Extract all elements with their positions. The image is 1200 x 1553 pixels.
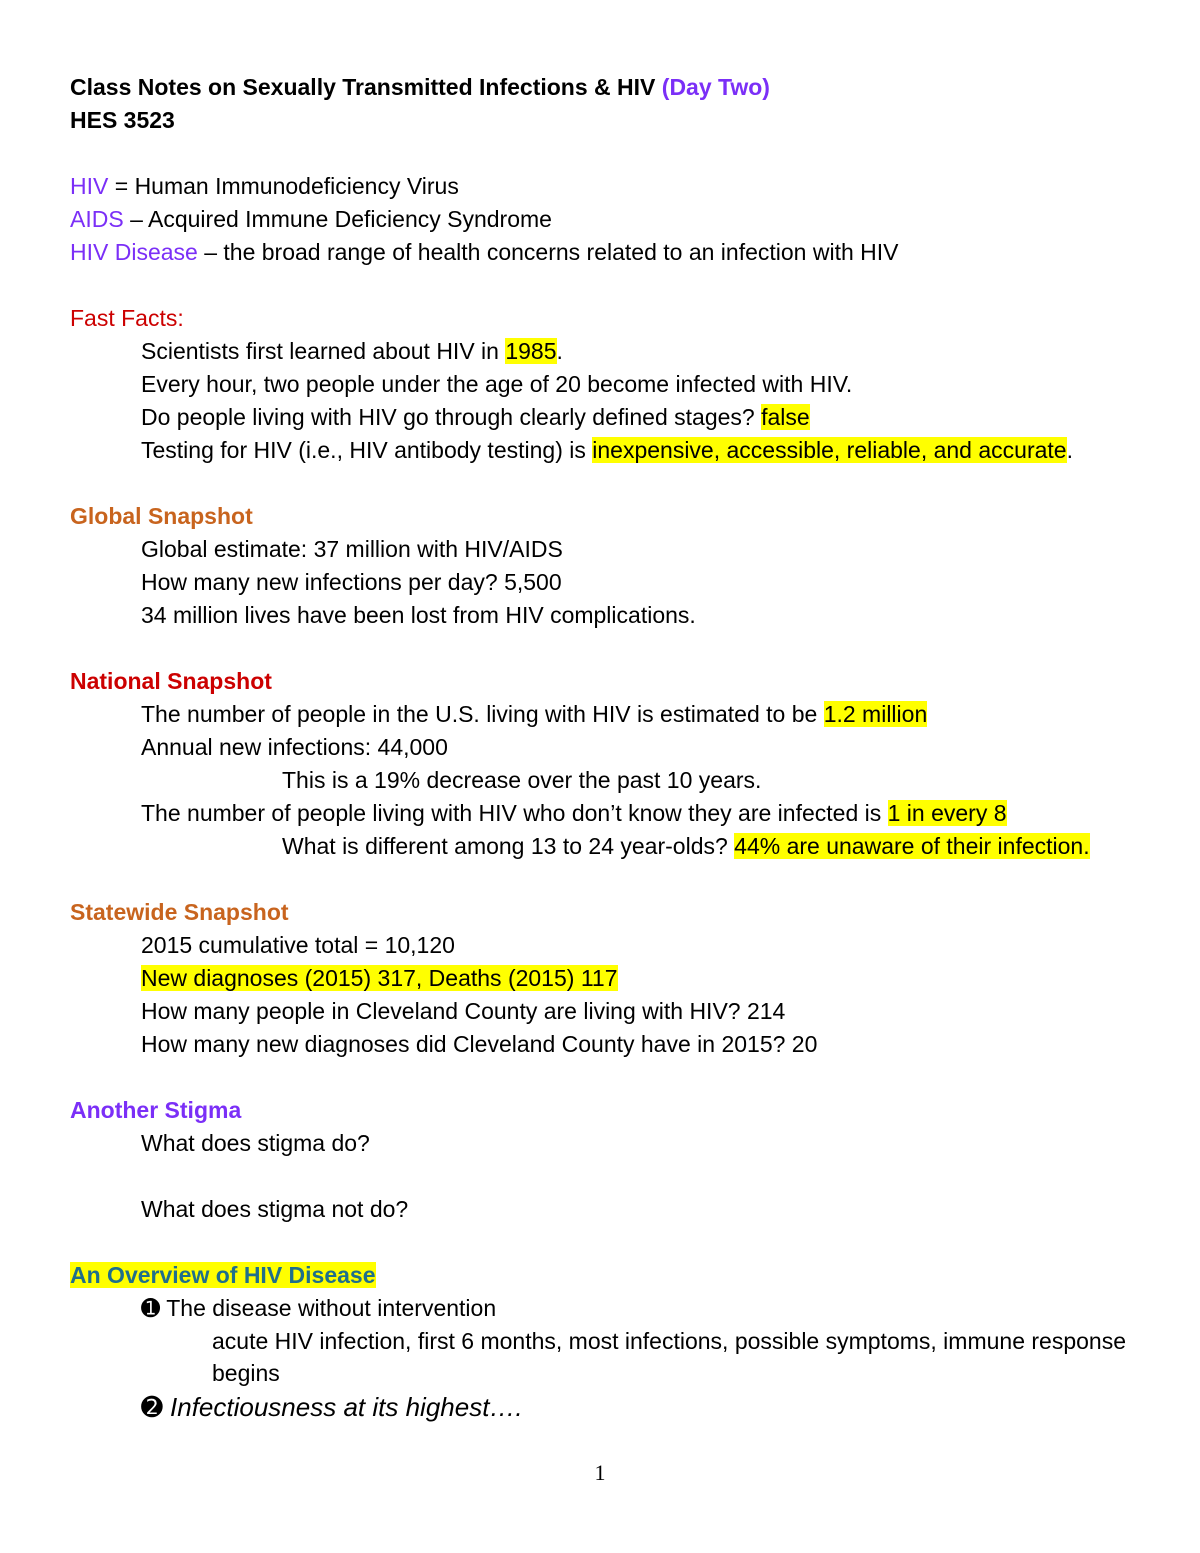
national-line-5: What is different among 13 to 24 year-olds? 44% are unaware of their infection.: [282, 833, 1090, 859]
another-stigma-heading: Another Stigma: [70, 1097, 242, 1123]
statewide-line-2: [141, 963, 618, 993]
term: HIV: [70, 173, 109, 199]
overview-bullet-1: ➊ The disease without intervention: [141, 1295, 497, 1322]
overview-heading: [70, 1260, 376, 1290]
course-code: HES 3523: [70, 107, 175, 133]
global-snapshot-heading: Global Snapshot: [70, 503, 253, 529]
fact-line-2: Every hour, two people under the age of 20 become infected with HIV.: [141, 371, 853, 397]
global-line-2: How many new infections per day? 5,500: [141, 569, 562, 595]
fact-line-1: Scientists first learned about HIV in 1985.: [141, 338, 563, 364]
statewide-line-3: How many people in Cleveland County are living with HIV? 214: [141, 998, 786, 1024]
highlight: 1 in every 8: [887, 800, 1007, 826]
global-line-3: 34 million lives have been lost from HIV complications.: [141, 602, 696, 628]
statewide-snapshot-heading: Statewide Snapshot: [70, 899, 289, 925]
term: HIV Disease: [70, 239, 198, 265]
definition-hiv: HIV = Human Immunodeficiency Virus: [70, 173, 459, 199]
overview-sub-line-2: begins: [212, 1360, 280, 1386]
national-line-3: This is a 19% decrease over the past 10 years.: [282, 767, 762, 793]
national-line-4: The number of people living with HIV who don’t know they are infected is 1 in every 8: [141, 800, 1007, 826]
highlight: inexpensive, accessible, reliable, and accurate: [592, 437, 1067, 463]
highlight: false: [761, 404, 810, 430]
page-number: 1: [594, 1460, 606, 1485]
definition-hiv-disease: HIV Disease – the broad range of health concerns related to an infection with HIV: [70, 239, 899, 265]
number-one-icon: ➊: [141, 1296, 161, 1322]
fact-line-3: Do people living with HIV go through clearly defined stages? false: [141, 404, 810, 430]
highlight: 1.2 million: [823, 701, 928, 727]
national-line-1: The number of people in the U.S. living with HIV is estimated to be 1.2 million: [141, 701, 928, 727]
overview-sub-line-1: acute HIV infection, first 6 months, most infections, possible symptoms, immune response: [212, 1328, 1126, 1354]
day-label: (Day Two): [661, 74, 770, 100]
term: AIDS: [70, 206, 124, 232]
stigma-question-2: What does stigma not do?: [141, 1196, 409, 1222]
statewide-line-4: How many new diagnoses did Cleveland County have in 2015? 20: [141, 1031, 818, 1057]
stigma-question-1: What does stigma do?: [141, 1130, 370, 1156]
highlight: 44% are unaware of their infection.: [734, 833, 1090, 859]
definition-aids: AIDS – Acquired Immune Deficiency Syndrome: [70, 206, 552, 232]
statewide-line-1: 2015 cumulative total = 10,120: [141, 932, 455, 958]
national-line-2: Annual new infections: 44,000: [141, 734, 448, 760]
highlight: New diagnoses (2015) 317, Deaths (2015) 117: [141, 965, 618, 991]
highlight: An Overview of HIV Disease: [70, 1262, 376, 1288]
number-two-icon: ➋: [141, 1393, 163, 1423]
document-title: Class Notes on Sexually Transmitted Infections & HIV (Day Two): [70, 74, 770, 100]
fact-line-4: Testing for HIV (i.e., HIV antibody testing) is inexpensive, accessible, reliable, and accurate.: [141, 437, 1073, 463]
overview-bullet-2: ➋ Infectiousness at its highest….: [141, 1392, 523, 1423]
fast-facts-heading: Fast Facts:: [70, 305, 184, 331]
highlight: 1985: [505, 338, 557, 364]
global-line-1: Global estimate: 37 million with HIV/AIDS: [141, 536, 563, 562]
national-snapshot-heading: National Snapshot: [70, 668, 272, 694]
